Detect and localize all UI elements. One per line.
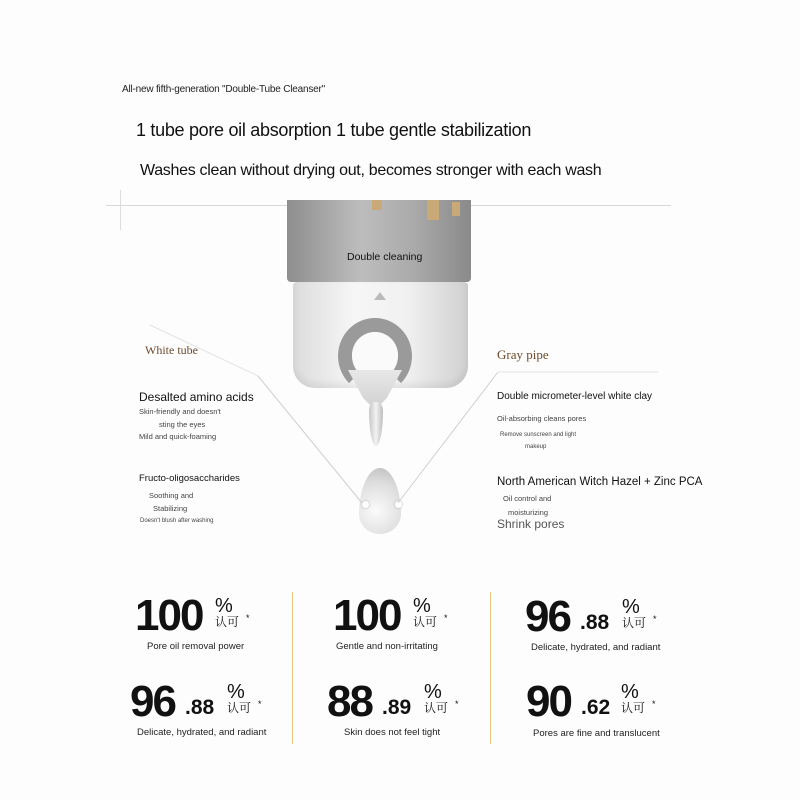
left-ingredient-1-desc: Mild and quick-foaming xyxy=(139,432,217,441)
stat-value: 96 xyxy=(525,592,570,641)
double-cleaning-label: Double cleaning xyxy=(347,251,423,263)
stat-card xyxy=(333,591,533,654)
percent-sign: % xyxy=(413,595,431,617)
headline-secondary: Washes clean without drying out, becomes stronger with each wash xyxy=(140,162,602,179)
stat-decimal: .62 xyxy=(581,696,611,719)
footnote-star: * xyxy=(652,699,656,709)
footnote-star: * xyxy=(444,613,448,623)
headline-primary: 1 tube pore oil absorption 1 tube gentle stabilization xyxy=(136,120,532,140)
stat-value: 88 xyxy=(327,677,372,726)
stat-card xyxy=(525,592,725,655)
percent-sign: % xyxy=(227,681,245,703)
right-ingredient-1: Double micrometer-level white clay xyxy=(497,391,653,402)
stat-card xyxy=(327,677,527,740)
approval-label: 认可 xyxy=(227,701,252,715)
approval-label: 认可 xyxy=(621,701,646,715)
stat-value: 90 xyxy=(526,677,571,726)
percent-sign: % xyxy=(622,596,640,618)
stat-decimal: .88 xyxy=(580,611,610,634)
right-ingredient-2: North American Witch Hazel + Zinc PCA xyxy=(497,476,703,488)
left-ingredient-1-desc: Skin-friendly and doesn't xyxy=(139,407,221,416)
footnote-star: * xyxy=(653,614,657,624)
stat-caption: Pore oil removal power xyxy=(147,641,245,652)
stat-card xyxy=(135,591,335,654)
footnote-star: * xyxy=(258,699,262,709)
stat-caption: Delicate, hydrated, and radiant xyxy=(137,727,267,738)
stat-caption: Pores are fine and translucent xyxy=(533,728,660,739)
footnote-star: * xyxy=(246,613,250,623)
right-ingredient-2-desc: moisturizing xyxy=(508,508,549,517)
stat-decimal: .88 xyxy=(185,696,215,719)
percent-sign: % xyxy=(215,595,233,617)
stat-decimal: .89 xyxy=(382,696,412,719)
left-ingredient-1-desc: sting the eyes xyxy=(159,420,206,429)
stat-caption: Gentle and non-irritating xyxy=(336,641,438,652)
left-ingredient-2-desc: Stabilizing xyxy=(153,504,188,513)
approval-label: 认可 xyxy=(413,615,438,629)
stat-card xyxy=(130,677,330,740)
white-tube-title: White tube xyxy=(145,343,198,357)
stat-value: 100 xyxy=(333,591,401,640)
left-ingredient-2: Fructo-oligosaccharides xyxy=(139,473,240,484)
stat-value: 96 xyxy=(130,677,175,726)
percent-sign: % xyxy=(621,681,639,703)
approval-label: 认可 xyxy=(622,616,647,630)
left-ingredient-1: Desalted amino acids xyxy=(139,390,254,404)
gray-pipe-title: Gray pipe xyxy=(497,347,549,362)
stat-caption: Skin does not feel tight xyxy=(344,727,441,738)
approval-label: 认可 xyxy=(424,701,449,715)
percent-sign: % xyxy=(424,681,442,703)
stat-value: 100 xyxy=(135,591,203,640)
right-ingredient-1-desc: Remove sunscreen and light xyxy=(500,432,577,438)
right-ingredient-1-desc: makeup xyxy=(525,444,547,450)
right-ingredient-2-desc: Shrink pores xyxy=(497,517,565,531)
stat-caption: Delicate, hydrated, and radiant xyxy=(531,642,661,653)
left-ingredient-2-desc: Doesn't blush after washing xyxy=(140,518,214,524)
approval-label: 认可 xyxy=(215,615,240,629)
stat-card xyxy=(526,677,726,740)
right-ingredient-1-desc: Oil-absorbing cleans pores xyxy=(497,414,587,423)
footnote-star: * xyxy=(455,699,459,709)
tagline: All-new fifth-generation "Double-Tube Cleanser" xyxy=(122,84,325,95)
right-ingredient-2-desc: Oil control and xyxy=(503,494,552,503)
left-ingredient-2-desc: Soothing and xyxy=(149,491,194,500)
